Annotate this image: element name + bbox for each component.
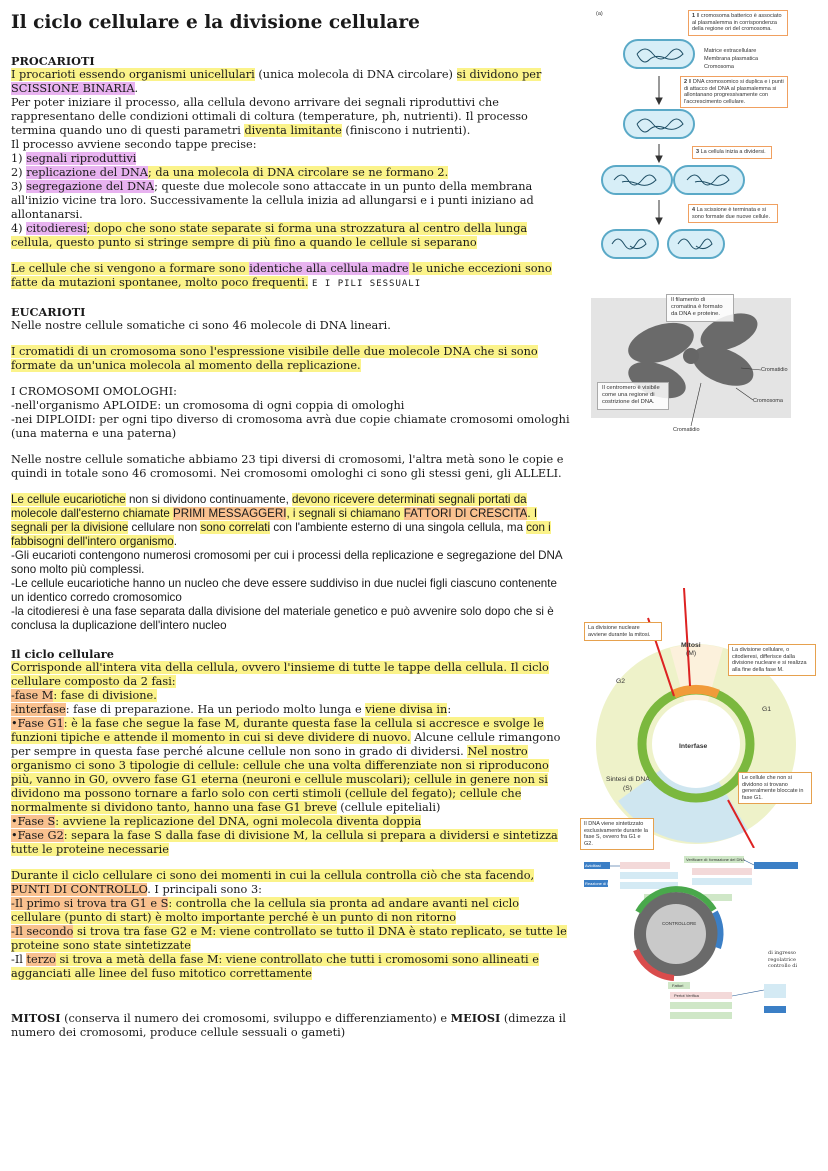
omologhi-1: -nell'organismo APLOIDE: un cromosoma di ogni coppia di omologhi bbox=[11, 399, 405, 412]
checkpoint-diagram bbox=[584, 854, 820, 1020]
procarioti-heading: PROCARIOTI bbox=[11, 54, 95, 68]
eucarioti-p3: Nelle nostre cellule somatiche abbiamo 23 tipi diversi di cromosomi, l'altra metà sono le copie e quindi in totale sono 46 cromosomi. Nei cromosomi omologhi ci sono gli stessi geni, gli ALLELI. bbox=[11, 453, 564, 480]
eucarioti-b1: -Gli eucarioti contengono numerosi cromosomi per cui i processi della replicazione e segregazione del DNA sono molto più complessi. bbox=[11, 549, 562, 576]
nuclear-division-note: La divisione nucleare avviene durante la mitosi. bbox=[584, 622, 662, 641]
eucarioti-p1: Nelle nostre cellule somatiche ci sono 46 molecole di DNA lineari. bbox=[11, 319, 391, 332]
fase-g2: •Fase G2: separa la fase S dalla fase di divisione M, la cellula si prepara a dividersi e sintetizza tutte le proteine necessarie bbox=[11, 829, 558, 856]
notes-column bbox=[11, 12, 571, 1040]
cytokinesis-note: La divisione cellulare, o citodieresi, differisce dalla divisione nucleare e si realizza alla fine della fase M. bbox=[728, 644, 816, 676]
fase-g1: •Fase G1: è la fase che segue la fase M, durante questa fase la cellula si accresce e svolge le funzioni tipiche e attende il momento in cui si deve dividere di nuovo. Alcune cellule rimangono per sempre in questa fase perché alcune cellule non sono in grado di dividersi. Nel nostro organismo ci sono 3 tipologie di cellule: cellule che una volta differenziate non si riproducono più, vanno in G0, ovvero fase G1 eterna (neuroni e cellule muscolari); cellule in genere non si dividono ma possono tornare a farlo solo con certi stimoli (cellule del fegato); cellule che normalmente si dividono tanto, hanno una fase G1 breve (cellule epiteliali) bbox=[11, 717, 561, 814]
chromosome-figure: Il filamento di cromatina è formato da DNA e proteine. Il centromero è visibile come una regione di costrizione del DNA. Cromatidio Cromosoma Cromatidio bbox=[591, 288, 801, 438]
eucarioti-b3: -la citodieresi è una fase separata dalla divisione del materiale genetico e può avvenire solo dopo che si è conclusa la duplicazione dell'intero nucleo bbox=[11, 605, 554, 632]
step-3: 3) segregazione del DNA; queste due molecole sono attaccate in un punto della membrana all'inizio vicine tra loro. Successivamente la cellula inizia ad allungarsi e i punti iniziano ad allontanarsi. bbox=[11, 180, 534, 221]
figure-tag: (a) bbox=[596, 11, 603, 17]
fission-step-1: 1 Il cromosoma batterico è associato al plasmalemma in corrispondenza della regione ori del cromosoma. bbox=[688, 10, 788, 36]
fission-diagram bbox=[592, 8, 792, 268]
handwritten-note: E I PILI SESSUALI bbox=[312, 279, 422, 289]
fission-step-2: 2 Il DNA cromosomico si duplica e i punti di attacco del DNA al plasmalemma si allontanano progressivamente con l'accrescimento cellulare. bbox=[680, 76, 788, 108]
procarioti-p4: Le cellule che si vengono a formare sono identiche alla cellula madre le uniche eccezioni sono fatte da mutazioni spontanee, molto poco frequenti. E I PILI SESSUALI bbox=[11, 262, 552, 289]
step-2: 2) replicazione del DNA; da una molecola di DNA circolare se ne formano 2. bbox=[11, 166, 449, 179]
eucarioti-p2: I cromatidi di un cromosoma sono l'espressione visibile delle due molecole DNA che si sono formate da un'unica molecola al momento della replicazione. bbox=[11, 345, 538, 372]
eucarioti-p4: Le cellule eucariotiche non si dividono continuamente, devono ricevere determinati segnali portati da molecole dall'esterno chiamate PRIMI MESSAGGERI, i segnali si chiamano FATTORI DI CRESCITA. I segnali per la divisione cellulare non sono correlati con l'ambiente esterno di una singola cellula, ma con i fabbisogni dell'intero organismo. bbox=[11, 493, 551, 548]
fase-s: •Fase S: avviene la replicazione del DNA, ogni molecola diventa doppia bbox=[11, 815, 422, 828]
ciclo-p1: Corrisponde all'intera vita della cellula, ovvero l'insieme di tutte le tappe della cellula. Il ciclo cellulare composto da 2 fasi: bbox=[11, 661, 549, 688]
controllo-p: Durante il ciclo cellulare ci sono dei momenti in cui la cellula controlla ciò che sta facendo, PUNTI DI CONTROLLO. I principali sono 3: bbox=[11, 869, 535, 896]
step-1: 1) segnali riproduttivi bbox=[11, 152, 137, 165]
fission-step-3: 3 La cellula inizia a dividersi. bbox=[692, 146, 772, 159]
centromere-note: Il centromero è visibile come una regione di costrizione del DNA. bbox=[597, 382, 669, 410]
controllo-3: -Il terzo si trova a metà della fase M: viene controllato che tutti i cromosomi sono allineati e agganciati alle linee del fuso mitotico correttamente bbox=[11, 953, 539, 980]
interfase: -interfase: fase di preparazione. Ha un periodo molto lunga e viene divisa in: bbox=[11, 703, 452, 716]
procarioti-p3: Il processo avviene secondo tappe precise: bbox=[11, 138, 257, 151]
binary-fission-figure: (a) 1 Il cromosoma batterico è associato al plasmalemma in corrispondenza della regione ori del cromosoma. Matrice extracellulare Membrana plasmatica Cromosoma 2 Il DNA cromosomico si duplica e i punti di attacco del DNA al plasmalemma si allontanano progressivamente con l'accrescimento cellulare. 3 La cellula inizia a dividersi. 4 La scissione è terminata e si sono formate due nuove cellule. bbox=[592, 8, 792, 268]
controllo-1: -Il primo si trova tra G1 e S: controlla che la cellula sia pronta ad andare avanti nel ciclo cellulare (punto di start) è molto importante perché è un punto di non ritorno bbox=[11, 897, 519, 924]
step-4: 4) citodieresi; dopo che sono state separate si forma una strozzatura al centro della lunga cellula, questo punto si stringe sempre di più fino a quando le cellule si separano bbox=[11, 222, 528, 249]
page-title: Il ciclo cellulare e la divisione cellulare bbox=[11, 12, 420, 33]
s-phase-note: Il DNA viene sintetizzato esclusivamente durante la fase S, ovvero fra G1 e G2. bbox=[580, 818, 654, 850]
procarioti-intro: I procarioti essendo organismi unicellulari (unica molecola di DNA circolare) si dividono per SCISSIONE BINARIA. bbox=[11, 68, 542, 95]
procarioti-p2: Per poter iniziare il processo, alla cellula devono arrivare dei segnali riproduttivi che rappresentano delle condizioni ottimali di coltura (temperature, ph, nutrienti). Il processo termina quando uno di questi parametri diventa limitante (finiscono i nutrienti). bbox=[11, 96, 528, 137]
chromatin-note: Il filamento di cromatina è formato da DNA e proteine. bbox=[666, 294, 734, 322]
fase-m: -fase M: fase di divisione. bbox=[11, 689, 157, 702]
omologhi-heading: I CROMOSOMI OMOLOGHI: bbox=[11, 385, 177, 398]
mitosi-meiosi: MITOSI (conserva il numero dei cromosomi, sviluppo e differenziamento) e MEIOSI (dimezza il numero dei cromosomi, produce cellule sessuali o gameti) bbox=[11, 1011, 567, 1039]
omologhi-2: -nei DIPLOIDI: per ogni tipo diverso di cromosoma avrà due copie chiamate cromosomi omologhi (una materna e una paterna) bbox=[11, 413, 570, 440]
controllo-2: -Il secondo si trova tra fase G2 e M: viene controllato se tutto il DNA è stato replicato, se tutte le proteine sono state sintetizzate bbox=[11, 925, 567, 952]
checkpoint-figure: Verificare di: formazione del DNA Aviolitasi Reazione di DNA CONTROLLORE Fattori Pertot Verifica di ingresso regolatrice controllo di bbox=[584, 854, 820, 1020]
ciclo-heading: Il ciclo cellulare bbox=[11, 647, 114, 661]
fission-step-4: 4 La scissione è terminata e si sono formate due nuove cellule. bbox=[688, 204, 778, 223]
eucarioti-b2: -Le cellule eucariotiche hanno un nucleo che deve essere suddiviso in due nuclei figli ciascuno contenente un identico corredo cromosomico bbox=[11, 577, 557, 604]
g1-arrest-note: Le cellule che non si dividono si trovano generalmente bloccate in fase G1. bbox=[738, 772, 812, 804]
cell-cycle-figure: La divisione nucleare avviene durante la mitosi. La divisione cellulare, o citodieresi, differisce dalla divisione nucleare e si realizza alla fine della fase M. Le cellule che non si dividono si trovano generalmente bloccate in fase G1. Il DNA viene sintetizzato esclusivamente durante la fase S, ovvero fra G1 e G2. Mitosi (M) G2 G1 Interfase Sintesi di DNA (S) bbox=[578, 586, 818, 848]
eucarioti-heading: EUCARIOTI bbox=[11, 305, 86, 319]
